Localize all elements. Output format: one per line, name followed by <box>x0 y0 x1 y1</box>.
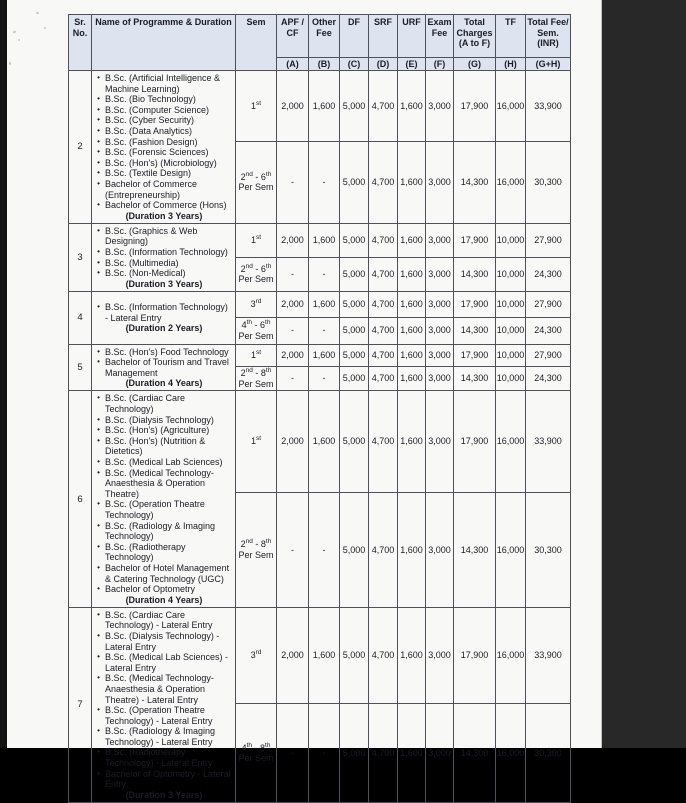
fee-value-cell: 5,000 <box>340 607 369 704</box>
fee-value-cell: 16,000 <box>496 142 526 224</box>
fee-value-cell: 4,700 <box>369 291 398 317</box>
col-header-urf: URF <box>398 15 426 58</box>
fee-value-cell: 3,000 <box>426 71 454 142</box>
fee-value-cell: 3,000 <box>426 704 454 803</box>
programme-text: B.Sc. (Hon's) (Agriculture) <box>105 425 210 436</box>
programme-item <box>95 563 233 584</box>
fee-value-cell: 3,000 <box>426 366 454 391</box>
fee-value-cell: 3,000 <box>426 492 454 607</box>
programme-item <box>95 73 233 94</box>
fee-value-cell: 1,600 <box>309 71 340 142</box>
fee-value-cell: 10,000 <box>496 291 526 317</box>
fee-value-cell: 16,000 <box>496 391 526 492</box>
fee-value-cell: 10,000 <box>496 223 526 258</box>
fee-value-cell: 16,000 <box>496 71 526 142</box>
fee-value-cell: 3,000 <box>426 258 454 291</box>
programme-item <box>95 726 233 747</box>
bullet-icon: • <box>97 346 100 356</box>
programme-text: B.Sc. (Radiotherapy Technology) <box>105 541 186 563</box>
fee-value-cell: 17,900 <box>454 607 496 704</box>
programme-text: B.Sc. (Textile Design) <box>105 168 192 179</box>
fee-value-cell: 33,900 <box>526 71 571 142</box>
fee-value-cell: 5,000 <box>340 366 369 391</box>
fee-value-cell: 1,600 <box>309 607 340 704</box>
bullet-icon: • <box>97 705 100 715</box>
fee-value-cell: 4,700 <box>369 366 398 391</box>
programme-item <box>95 347 233 358</box>
bullet-icon: • <box>97 562 100 572</box>
fee-value-cell: 2,000 <box>277 291 309 317</box>
col-header-programme: Name of Programme & Duration <box>92 15 236 71</box>
programme-item <box>95 200 233 211</box>
programme-item <box>95 673 233 705</box>
bullet-icon: • <box>97 652 100 662</box>
programme-item <box>95 521 233 542</box>
fee-value-cell: 1,600 <box>398 704 426 803</box>
duration-label: (Duration 3 Years) <box>125 278 203 289</box>
fee-row <box>69 344 571 366</box>
programme-text: B.Sc. (Dialysis Technology) <box>105 414 214 425</box>
fee-value-cell: - <box>277 142 309 224</box>
fee-value-cell: 14,300 <box>454 142 496 224</box>
fee-value-cell: 33,900 <box>526 391 571 492</box>
bullet-icon: • <box>97 435 100 445</box>
programme-item <box>95 147 233 158</box>
fee-value-cell: 5,000 <box>340 317 369 344</box>
fee-value-cell: 2,000 <box>277 223 309 258</box>
programme-item <box>95 268 233 279</box>
col-header-df: DF <box>340 15 369 58</box>
fee-value-cell: 4,700 <box>369 391 398 492</box>
programme-item <box>95 115 233 126</box>
programme-item <box>95 357 233 378</box>
pencil-mark <box>9 62 11 65</box>
bullet-icon: • <box>97 414 100 424</box>
pencil-mark <box>18 39 20 41</box>
fee-value-cell: 1,600 <box>309 391 340 492</box>
col-header-apf-cf: APF / CF <box>277 15 309 58</box>
fee-value-cell: 4,700 <box>369 142 398 224</box>
programme-text: B.Sc. (Cardiac Care Technology) - Lateral Entry <box>105 609 213 631</box>
col-letter-f: (F) <box>426 58 454 71</box>
fee-value-cell: 30,300 <box>526 142 571 224</box>
fee-value-cell: - <box>277 366 309 391</box>
fee-value-cell: 3,000 <box>426 142 454 224</box>
fee-value-cell: 1,600 <box>398 391 426 492</box>
col-letter-a: (A) <box>277 58 309 71</box>
fee-row <box>69 71 571 142</box>
duration-label: (Duration 2 Years) <box>125 323 203 334</box>
programme-item <box>95 542 233 563</box>
programme-text: B.Sc. (Information Technology) <box>105 246 228 257</box>
fee-value-cell: 1,600 <box>398 223 426 258</box>
sem-cell: 3rd <box>236 291 277 317</box>
programme-text: B.Sc. (Cyber Security) <box>105 115 195 126</box>
fee-value-cell: 24,300 <box>526 317 571 344</box>
programme-item <box>95 302 233 323</box>
fee-value-cell: 5,000 <box>340 391 369 492</box>
col-header-sr-no: Sr. No. <box>69 15 92 71</box>
col-header-other-fee: Other Fee <box>309 15 340 58</box>
fee-value-cell: - <box>277 317 309 344</box>
sem-cell: 1st <box>236 71 277 142</box>
bullet-icon: • <box>97 393 100 403</box>
fee-value-cell: 14,300 <box>454 704 496 803</box>
fee-value-cell: 5,000 <box>340 71 369 142</box>
programme-cell <box>92 291 236 344</box>
fee-value-cell: 5,000 <box>340 704 369 803</box>
col-header-total-charges: Total Charges (A to F) <box>454 15 496 58</box>
scan-left-edge <box>0 0 7 748</box>
bullet-icon: • <box>97 157 100 167</box>
programme-item <box>95 94 233 105</box>
programme-text: B.Sc. (Information Technology) - Lateral Entry <box>105 302 228 323</box>
duration-label: (Duration 4 Years) <box>125 378 203 389</box>
sem-cell: 2nd - 8th Per Sem <box>236 366 277 391</box>
sem-cell: 1st <box>236 391 277 492</box>
programme-text: B.Sc. (Radiology & Imaging Technology) <box>105 520 216 542</box>
programme-item <box>95 747 233 768</box>
fee-value-cell: - <box>309 142 340 224</box>
fee-value-cell: 17,900 <box>454 391 496 492</box>
fee-value-cell: - <box>309 317 340 344</box>
bullet-icon: • <box>97 200 100 210</box>
col-letter-d: (D) <box>369 58 398 71</box>
fee-value-cell: - <box>277 258 309 291</box>
fee-value-cell: 2,000 <box>277 71 309 142</box>
programme-item <box>95 705 233 726</box>
fee-value-cell: 14,300 <box>454 492 496 607</box>
fee-value-cell: 5,000 <box>340 291 369 317</box>
programme-text: Bachelor of Tourism and Travel Management <box>105 357 229 378</box>
fee-value-cell: 14,300 <box>454 366 496 391</box>
col-letter-h: (H) <box>496 58 526 71</box>
fee-value-cell: 1,600 <box>398 317 426 344</box>
bullet-icon: • <box>97 94 100 104</box>
programme-item <box>95 425 233 436</box>
sem-cell: 3rd <box>236 607 277 704</box>
sr-no-cell: 3 <box>69 223 92 291</box>
pencil-mark <box>36 11 40 14</box>
fee-value-cell: 5,000 <box>340 142 369 224</box>
fee-value-cell: 5,000 <box>340 223 369 258</box>
col-header-srf: SRF <box>369 15 398 58</box>
bullet-icon: • <box>97 168 100 178</box>
programme-text: B.Sc. (Multimedia) <box>105 257 179 268</box>
bullet-icon: • <box>97 541 100 551</box>
bullet-icon: • <box>97 104 100 114</box>
bullet-icon: • <box>97 225 100 235</box>
col-letter-g: (G) <box>454 58 496 71</box>
programme-text: B.Sc. (Computer Science) <box>105 104 210 115</box>
fee-value-cell: 17,900 <box>454 344 496 366</box>
fee-value-cell: 30,300 <box>526 492 571 607</box>
fee-value-cell: 1,600 <box>309 223 340 258</box>
sem-cell: 2nd - 6th Per Sem <box>236 142 277 224</box>
sem-cell: 1st <box>236 344 277 366</box>
fee-table <box>68 14 571 803</box>
bullet-icon: • <box>97 768 100 778</box>
programme-item <box>95 168 233 179</box>
fee-value-cell: 5,000 <box>340 344 369 366</box>
programme-text: B.Sc. (Data Analytics) <box>105 125 193 136</box>
bullet-icon: • <box>97 73 100 82</box>
programme-text: B.Sc. (Dialysis Technology) - Lateral Entry <box>105 630 220 652</box>
fee-value-cell: 1,600 <box>398 366 426 391</box>
bullet-icon: • <box>97 246 100 256</box>
duration-label: (Duration 3 Years) <box>125 210 203 221</box>
programme-text: B.Sc. (Forensic Sciences) <box>105 147 209 158</box>
sr-no-cell: 7 <box>69 607 92 802</box>
fee-value-cell: 5,000 <box>340 258 369 291</box>
fee-value-cell: 2,000 <box>277 391 309 492</box>
fee-value-cell: 10,000 <box>496 344 526 366</box>
fee-value-cell: 17,900 <box>454 71 496 142</box>
fee-value-cell: 27,900 <box>526 223 571 258</box>
programme-item <box>95 393 233 414</box>
fee-value-cell: - <box>309 366 340 391</box>
fee-value-cell: 1,600 <box>398 291 426 317</box>
sem-cell: 2nd - 6th Per Sem <box>236 258 277 291</box>
fee-value-cell: 1,600 <box>398 607 426 704</box>
fee-value-cell: 17,900 <box>454 223 496 258</box>
bullet-icon: • <box>97 584 100 594</box>
programme-cell <box>92 71 236 224</box>
bullet-icon: • <box>97 747 100 757</box>
fee-value-cell: 10,000 <box>496 366 526 391</box>
col-header-total-fee: Total Fee/ Sem. (INR) <box>526 15 571 58</box>
bullet-icon: • <box>97 457 100 467</box>
fee-value-cell: 4,700 <box>369 223 398 258</box>
fee-value-cell: 3,000 <box>426 223 454 258</box>
fee-value-cell: 10,000 <box>496 317 526 344</box>
programme-item <box>95 258 233 269</box>
fee-row <box>69 223 571 258</box>
programme-item <box>95 158 233 169</box>
pencil-mark <box>13 31 17 34</box>
fee-value-cell: 3,000 <box>426 607 454 704</box>
fee-value-cell: 4,700 <box>369 258 398 291</box>
programme-item <box>95 137 233 148</box>
pencil-mark <box>44 27 46 29</box>
fee-value-cell: 3,000 <box>426 344 454 366</box>
fee-value-cell: 1,600 <box>309 344 340 366</box>
fee-value-cell: 24,300 <box>526 366 571 391</box>
fee-value-cell: 4,700 <box>369 71 398 142</box>
programme-text: B.Sc. (Operation Theatre Technology) <box>105 499 205 520</box>
col-header-tf: TF <box>496 15 526 58</box>
fee-value-cell: - <box>309 704 340 803</box>
sem-cell: 2nd - 8th Per Sem <box>236 492 277 607</box>
fee-value-cell: 4,700 <box>369 317 398 344</box>
fee-value-cell: - <box>277 492 309 607</box>
bullet-icon: • <box>97 425 100 435</box>
programme-item <box>95 631 233 652</box>
bullet-icon: • <box>97 609 100 619</box>
bullet-icon: • <box>97 147 100 157</box>
bullet-icon: • <box>97 726 100 736</box>
sr-no-cell: 4 <box>69 291 92 344</box>
programme-item <box>95 436 233 457</box>
bullet-icon: • <box>97 357 100 367</box>
fee-value-cell: 4,700 <box>369 344 398 366</box>
programme-text: Bachelor of Hotel Management & Catering Technology (UGC) <box>105 562 230 584</box>
bullet-icon: • <box>97 302 100 312</box>
bullet-icon: • <box>97 268 100 278</box>
bullet-icon: • <box>97 257 100 267</box>
fee-value-cell: 27,900 <box>526 344 571 366</box>
sr-no-cell: 5 <box>69 344 92 391</box>
programme-cell <box>92 223 236 291</box>
bullet-icon: • <box>97 630 100 640</box>
programme-text: Bachelor of Commerce (Entrepreneurship) <box>105 178 198 200</box>
fee-value-cell: 3,000 <box>426 391 454 492</box>
fee-value-cell: 5,000 <box>340 492 369 607</box>
bullet-icon: • <box>97 499 100 509</box>
fee-row <box>69 391 571 492</box>
bullet-icon: • <box>97 178 100 188</box>
bullet-icon: • <box>97 115 100 125</box>
fee-value-cell: 1,600 <box>398 142 426 224</box>
fee-value-cell: - <box>309 258 340 291</box>
fee-value-cell: 16,000 <box>496 492 526 607</box>
fee-value-cell: 4,700 <box>369 492 398 607</box>
programme-text: Bachelor of Commerce (Hons) <box>105 200 227 211</box>
bullet-icon: • <box>97 467 100 477</box>
programme-text: B.Sc. (Hon's) (Microbiology) <box>105 157 217 168</box>
programme-text: B.Sc. (Radiology & Imaging Technology) - Lateral Entry <box>105 726 216 747</box>
programme-item <box>95 457 233 468</box>
programme-text: B.Sc. (Graphics & Web Designing) <box>105 225 198 247</box>
col-letter-c: (C) <box>340 58 369 71</box>
fee-value-cell: 33,900 <box>526 607 571 704</box>
programme-item <box>95 126 233 137</box>
fee-value-cell: - <box>309 492 340 607</box>
fee-value-cell: 1,600 <box>398 258 426 291</box>
fee-value-cell: 16,000 <box>496 704 526 803</box>
col-header-sem: Sem <box>236 15 277 71</box>
col-letter-b: (B) <box>309 58 340 71</box>
col-letter-e: (E) <box>398 58 426 71</box>
fee-value-cell: 4,700 <box>369 704 398 803</box>
fee-value-cell: 16,000 <box>496 607 526 704</box>
fee-value-cell: 1,600 <box>398 71 426 142</box>
fee-value-cell: 30,300 <box>526 704 571 803</box>
fee-value-cell: - <box>277 704 309 803</box>
fee-value-cell: 24,300 <box>526 258 571 291</box>
sr-no-cell: 6 <box>69 391 92 607</box>
sr-no-cell: 2 <box>69 71 92 224</box>
programme-item <box>95 468 233 500</box>
programme-text: B.Sc. (Fashion Design) <box>105 136 198 147</box>
programme-text: B.Sc. (Medical Technology- Anaesthesia & Operation Theatre) <box>105 467 214 499</box>
programme-text: B.Sc. (Hon's) Food Technology <box>105 346 229 357</box>
programme-text: B.Sc. (Artificial Intelligence & Machine Learning) <box>105 73 221 94</box>
programme-text: B.Sc. (Medical Lab Sciences) <box>105 457 223 468</box>
duration-label: (Duration 3 Years) <box>125 789 203 800</box>
fee-value-cell: 2,000 <box>277 344 309 366</box>
programme-item <box>95 105 233 116</box>
fee-value-cell: 2,000 <box>277 607 309 704</box>
sem-cell: 1st <box>236 223 277 258</box>
duration-label: (Duration 4 Years) <box>125 594 203 605</box>
fee-value-cell: 3,000 <box>426 317 454 344</box>
fee-value-cell: 14,300 <box>454 258 496 291</box>
programme-text: B.Sc. (Bio Technology) <box>105 94 196 105</box>
fee-value-cell: 10,000 <box>496 258 526 291</box>
programme-cell <box>92 607 236 802</box>
programme-text: B.Sc. (Medical Lab Sciences) - Lateral Entry <box>105 652 229 673</box>
programme-item <box>95 652 233 673</box>
fee-row <box>69 291 571 317</box>
fee-value-cell: 1,600 <box>398 492 426 607</box>
programme-item <box>95 584 233 595</box>
fee-value-cell: 3,000 <box>426 291 454 317</box>
fee-value-cell: 1,600 <box>398 344 426 366</box>
sem-cell: 4th - 6th Per Sem <box>236 317 277 344</box>
programme-text: B.Sc. (Medical Technology- Anaesthesia & Operation Theatre) - Lateral Entry <box>105 673 214 705</box>
col-header-exam-fee: Exam Fee <box>426 15 454 58</box>
fee-value-cell: 17,900 <box>454 291 496 317</box>
programme-cell <box>92 391 236 607</box>
fee-value-cell: 27,900 <box>526 291 571 317</box>
fee-value-cell: 4,700 <box>369 607 398 704</box>
bullet-icon: • <box>97 125 100 135</box>
scan-right-edge <box>601 0 686 748</box>
bullet-icon: • <box>97 673 100 683</box>
programme-text: B.Sc. (Cardiac Care Technology) <box>105 393 186 415</box>
header-row <box>69 15 571 58</box>
programme-item <box>95 226 233 247</box>
programme-item <box>95 610 233 631</box>
bullet-icon: • <box>97 520 100 530</box>
fee-value-cell: 14,300 <box>454 317 496 344</box>
bullet-icon: • <box>97 136 100 146</box>
fee-table-body <box>69 71 571 803</box>
programme-text: B.Sc. (Non-Medical) <box>105 268 186 279</box>
programme-item <box>95 499 233 520</box>
programme-item <box>95 769 233 790</box>
programme-item <box>95 415 233 426</box>
programme-text: B.Sc. (Operation Theatre Technology) - Lateral Entry <box>105 705 213 726</box>
programme-text: B.Sc. (Radiotherapy Technology) - Lateral Entry <box>105 747 213 769</box>
programme-text: Bachelor of Optometry <box>105 584 196 595</box>
programme-item <box>95 179 233 200</box>
programme-text: Bachelor of Optometry - Lateral Entry <box>105 768 231 790</box>
sem-cell: 4th - 8th Per Sem <box>236 704 277 803</box>
col-letter-gh: (G+H) <box>526 58 571 71</box>
programme-item <box>95 247 233 258</box>
fee-row <box>69 607 571 704</box>
fee-table-header <box>69 15 571 71</box>
fee-value-cell: 1,600 <box>309 291 340 317</box>
programme-cell <box>92 344 236 391</box>
programme-text: B.Sc. (Hon's) (Nutrition & Dietetics) <box>105 435 206 457</box>
